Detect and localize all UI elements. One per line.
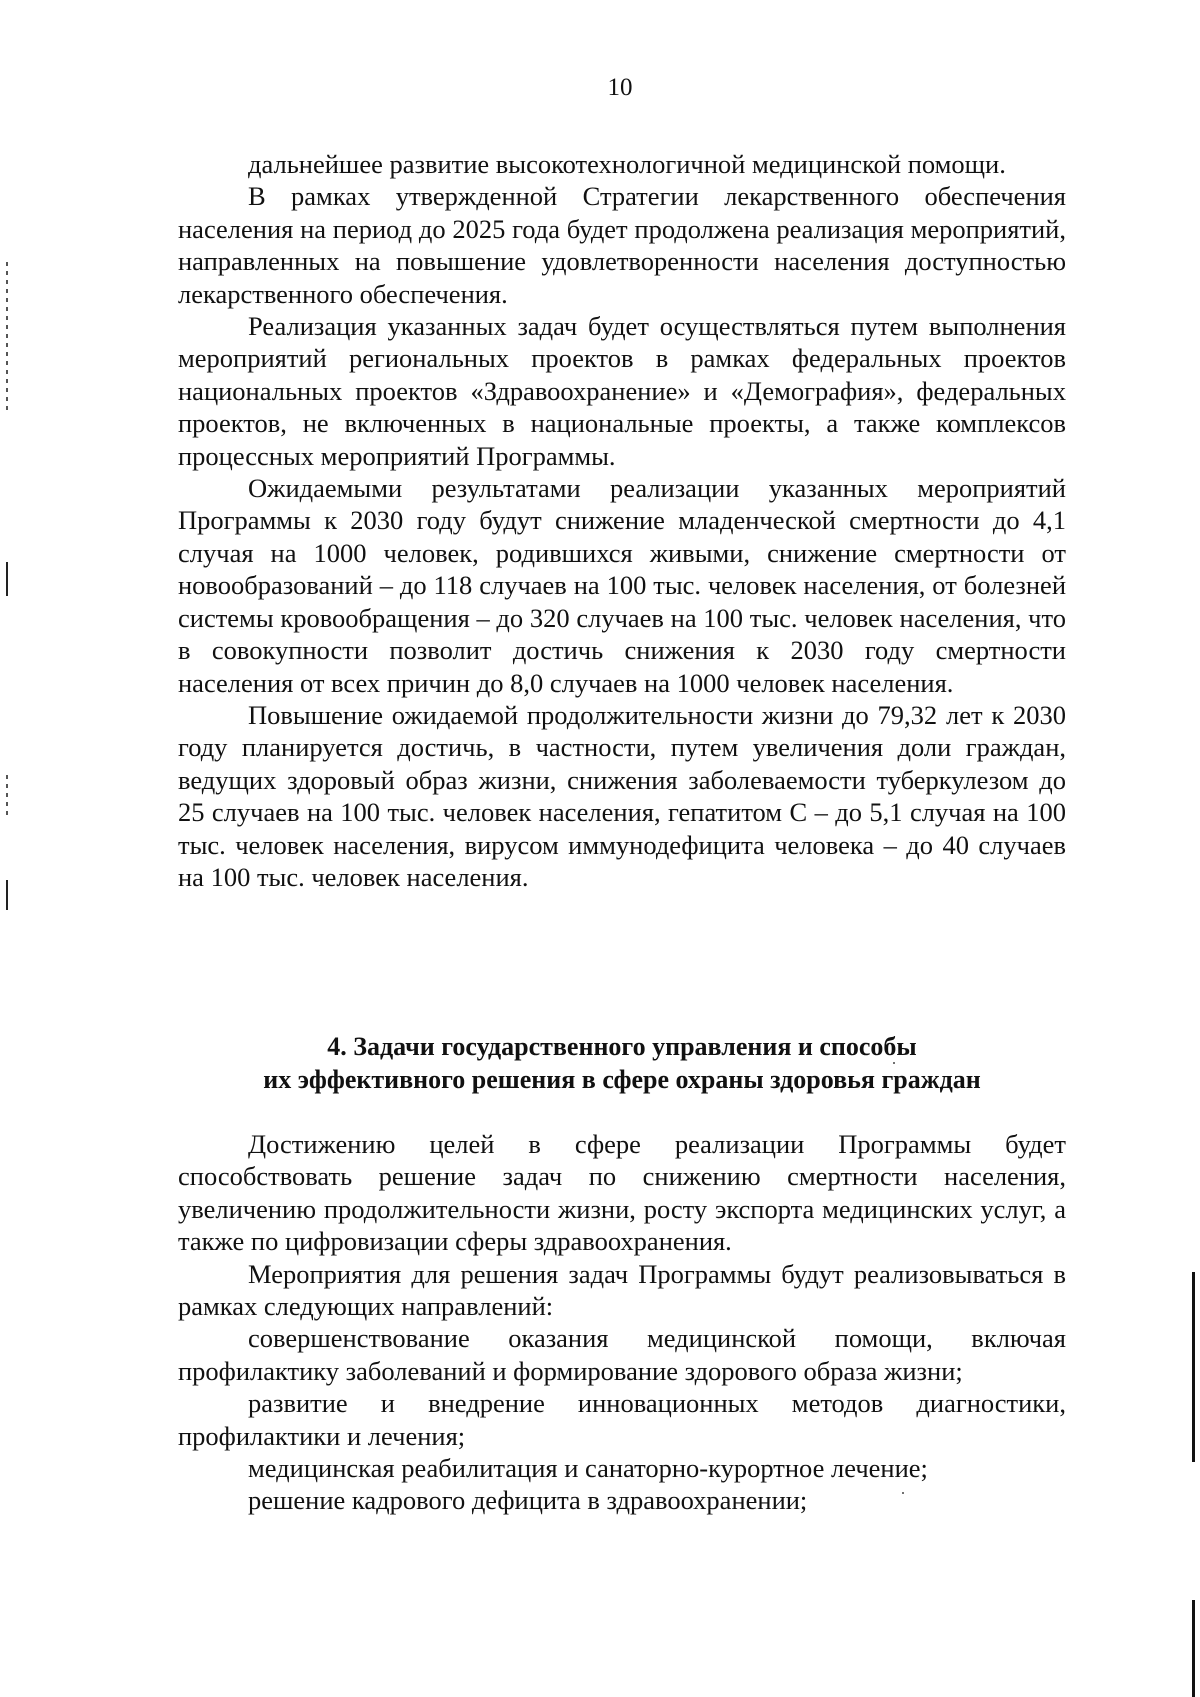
section-1-body: [178, 148, 1066, 893]
scan-artifact-right-2: [1192, 1600, 1195, 1697]
list-item: развитие и внедрение инновационных методов диагностики, профилактики и лечения;: [178, 1388, 1066, 1451]
section-heading-line-2: их эффективного решения в сфере охраны здоровья граждан: [263, 1065, 981, 1094]
scan-artifact-right-1: [1192, 1272, 1195, 1462]
list-item: медицинская реабилитация и санаторно-курортное лечение;: [248, 1453, 928, 1484]
paragraph: Реализация указанных задач будет осуществляться путем выполнения мероприятий региональных проектов в рамках федеральных проектов национальных проектов «Здравоохранение» и «Демография», федеральных проектов, не включенных в национальные проекты, а также комплексов процессных мероприятий Программы.: [178, 311, 1066, 471]
paragraph: Достижению целей в сфере реализации Программы будет способствовать решение задач по снижению смертности населения, увеличению продолжительности жизни, росту экспорта медицинских услуг, а также по цифровизации сферы здравоохранения.: [178, 1129, 1066, 1257]
section-2-body: [178, 1128, 1066, 1517]
list-item: решение кадрового дефицита в здравоохранении;: [248, 1485, 808, 1516]
list-item: совершенствование оказания медицинской помощи, включая профилактику заболеваний и формирование здорового образа жизни;: [178, 1323, 1066, 1386]
paragraph: В рамках утвержденной Стратегии лекарственного обеспечения населения на период до 2025 года будет продолжена реализация мероприятий, направленных на повышение удовлетворенности населения доступностью лекарственного обеспечения.: [178, 181, 1066, 309]
section-heading: [178, 1030, 1066, 1096]
scan-speck: [893, 1062, 895, 1064]
paragraph: дальнейшее развитие высокотехнологичной медицинской помощи.: [248, 149, 1006, 179]
paragraph: Мероприятия для решения задач Программы будут реализовываться в рамках следующих направлений:: [178, 1258, 1066, 1322]
page-number: 10: [607, 74, 633, 101]
scan-artifact-left-2: [6, 562, 8, 596]
section-heading-line-1: 4. Задачи государственного управления и способы: [327, 1032, 917, 1061]
paragraph: Ожидаемыми результатами реализации указанных мероприятий Программы к 2030 году будут снижение младенческой смертности до 4,1 случая на 1000 человек, родившихся живыми, снижение смертности от новообразований – до 118 случаев на 100 тыс. человек населения, от болезней системы кровообращения – до 320 случаев на 100 тыс. человек населения, что в совокупности позволит достичь снижения к 2030 году смертности населения от всех причин до 8,0 случаев на 1000 человек населения.: [178, 473, 1066, 698]
scan-artifact-left-1: [6, 262, 8, 412]
paragraph: Повышение ожидаемой продолжительности жизни до 79,32 лет к 2030 году планируется достичь, в частности, путем увеличения доли граждан, ведущих здоровый образ жизни, снижения заболеваемости туберкулезом до 25 случаев на 100 тыс. человек населения, гепатитом С – до 5,1 случая на 100 тыс. человек населения, вирусом иммунодефицита человека – до 40 случаев на 100 тыс. человек населения.: [178, 699, 1066, 892]
scan-artifact-left-3: [6, 775, 8, 820]
scan-speck: [902, 1492, 904, 1494]
scan-artifact-left-4: [6, 880, 8, 910]
